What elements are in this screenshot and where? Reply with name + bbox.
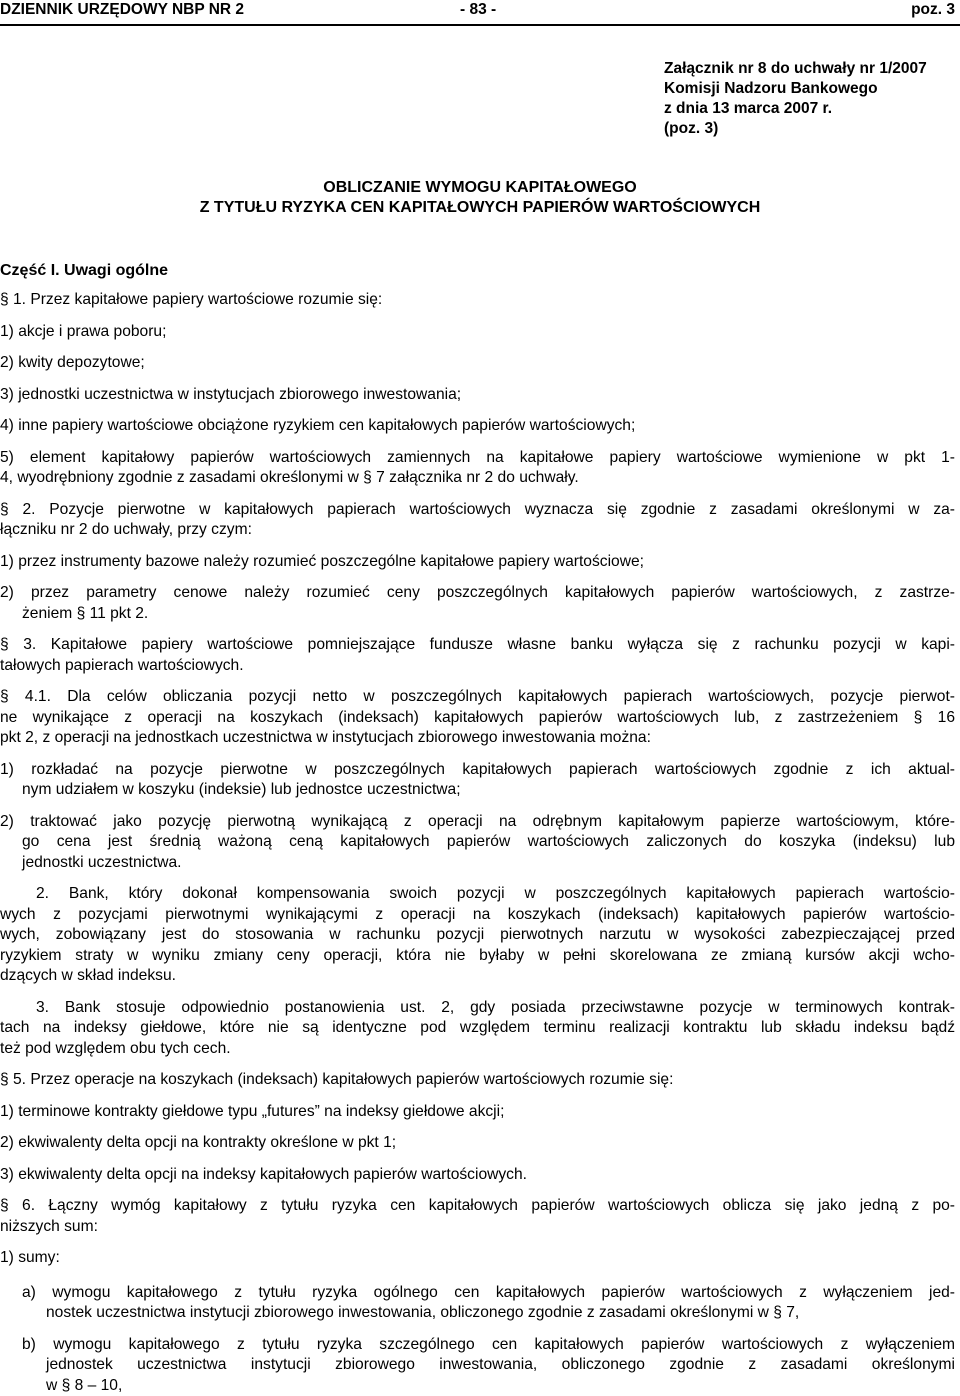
document-body bbox=[0, 290, 955, 1396]
text-line: nym udziałem w koszyku (indeksie) lub jednostce uczestnictwa; bbox=[0, 780, 955, 801]
text-line: tałowych papierach wartościowych. bbox=[0, 656, 955, 677]
paragraph-4-3 bbox=[0, 998, 955, 1060]
text-line: § 3. Kapitałowe papiery wartościowe pomniejszające fundusze własne banku wyłącza się z rachunku pozycji w kapi- bbox=[0, 635, 955, 656]
text-line: b) wymogu kapitałowego z tytułu ryzyka szczególnego cen kapitałowych papierów wartościowych z wyłączeniem bbox=[0, 1335, 955, 1356]
text-line: § 2. Pozycje pierwotne w kapitałowych papierach wartościowych wyznacza się zgodnie z zasadami określonymi w za- bbox=[0, 500, 955, 521]
paragraph-2 bbox=[0, 500, 955, 541]
text-line: ryzykiem straty w wyniku zmiany ceny operacji, która nie byłaby w pełni skorelowana ze zmianą kursów akcji wcho- bbox=[0, 946, 955, 967]
journal-title: DZIENNIK URZĘDOWY NBP NR 2 bbox=[0, 1, 244, 19]
list-item: 2) ekwiwalenty delta opcji na kontrakty określone w pkt 1; bbox=[0, 1133, 955, 1154]
title-line: OBLICZANIE WYMOGU KAPITAŁOWEGO bbox=[0, 178, 960, 198]
text-line: pkt 2, z operacji na jednostkach uczestnictwa w instytucjach zbiorowego inwestowania można: bbox=[0, 728, 955, 749]
text-line: też pod względem obu tych cech. bbox=[0, 1039, 955, 1060]
text-line: żeniem § 11 pkt 2. bbox=[0, 604, 955, 625]
section-heading: Część I. Uwagi ogólne bbox=[0, 262, 168, 280]
title-line: Z TYTUŁU RYZYKA CEN KAPITAŁOWYCH PAPIERÓW WARTOŚCIOWYCH bbox=[0, 198, 960, 218]
header-rule bbox=[0, 24, 960, 26]
text-line: w § 8 – 10, bbox=[0, 1376, 955, 1396]
sub-list-item bbox=[0, 1283, 955, 1324]
paragraph-1-intro: § 1. Przez kapitałowe papiery wartościowe rozumie się: bbox=[0, 290, 955, 311]
paragraph-4-2 bbox=[0, 884, 955, 987]
list-item bbox=[0, 448, 955, 489]
list-item: 1) przez instrumenty bazowe należy rozumieć poszczególne kapitałowe papiery wartościowe; bbox=[0, 552, 955, 573]
position-number: poz. 3 bbox=[911, 1, 955, 19]
text-line: 2) przez parametry cenowe należy rozumieć ceny poszczególnych kapitałowych papierów wartościowych, z zastrze- bbox=[0, 583, 955, 604]
text-line: nostek uczestnictwa instytucji zbiorowego inwestowania, obliczonego zgodnie z zasadami określonymi w § 7, bbox=[0, 1303, 955, 1324]
text-line: 2) traktować jako pozycję pierwotną wynikającą z operacji na odrębnym kapitałowym papierze wartościowym, które- bbox=[0, 812, 955, 833]
annex-line: (poz. 3) bbox=[664, 119, 927, 139]
list-item: 1) akcje i prawa poboru; bbox=[0, 322, 955, 343]
list-item: 2) kwity depozytowe; bbox=[0, 353, 955, 374]
text-line: 3. Bank stosuje odpowiednio postanowienia ust. 2, gdy posiada przeciwstawne pozycje w terminowych kontrak- bbox=[0, 998, 955, 1019]
text-line: wych, zobowiązany jest do stosowania w rachunku pozycji pierwotnych narzutu w wysokości zabezpieczającej przed bbox=[0, 925, 955, 946]
annex-line: Komisji Nadzoru Bankowego bbox=[664, 79, 927, 99]
text-line: a) wymogu kapitałowego z tytułu ryzyka ogólnego cen kapitałowych papierów wartościowych z wyłączeniem jed- bbox=[0, 1283, 955, 1304]
text-line: go cena jest średnią ważoną ceną kapitałowych papierów wartościowych zaliczonych do koszyka (indeksu) lub bbox=[0, 832, 955, 853]
paragraph-5-intro: § 5. Przez operacje na koszykach (indeksach) kapitałowych papierów wartościowych rozumie się: bbox=[0, 1070, 955, 1091]
page-header bbox=[0, 0, 960, 22]
text-line: dzących w skład indeksu. bbox=[0, 966, 955, 987]
paragraph-3 bbox=[0, 635, 955, 676]
text-line: niższych sum: bbox=[0, 1217, 955, 1238]
text-line: tach na indeksy giełdowe, które nie są identyczne pod względem terminu realizacji kontraktu lub składu indeksu bądź bbox=[0, 1018, 955, 1039]
paragraph-4 bbox=[0, 687, 955, 749]
text-line: 5) element kapitałowy papierów wartościowych zamiennych na kapitałowe papiery wartościowe wymienione w pkt 1- bbox=[0, 448, 955, 469]
annex-line: Załącznik nr 8 do uchwały nr 1/2007 bbox=[664, 59, 927, 79]
text-line: § 4.1. Dla celów obliczania pozycji netto w poszczególnych kapitałowych papierach wartościowych, pozycje pierwot- bbox=[0, 687, 955, 708]
list-item: 1) terminowe kontrakty giełdowe typu „futures” na indeksy giełdowe akcji; bbox=[0, 1102, 955, 1123]
text-line: łączniku nr 2 do uchwały, przy czym: bbox=[0, 520, 955, 541]
list-item bbox=[0, 583, 955, 624]
list-item bbox=[0, 812, 955, 874]
annex-line: z dnia 13 marca 2007 r. bbox=[664, 99, 927, 119]
text-line: 1) rozkładać na pozycje pierwotne w poszczególnych kapitałowych papierach wartościowych zgodnie z ich aktual- bbox=[0, 760, 955, 781]
text-line: jednostek uczestnictwa instytucji zbiorowego inwestowania, obliczonego zgodnie z zasadami określonymi bbox=[0, 1355, 955, 1376]
page-number: - 83 - bbox=[460, 1, 496, 19]
document-title bbox=[0, 178, 960, 218]
list-item: 1) sumy: bbox=[0, 1248, 955, 1269]
text-line: § 6. Łączny wymóg kapitałowy z tytułu ryzyka cen kapitałowych papierów wartościowych oblicza się jako jedną z po- bbox=[0, 1196, 955, 1217]
list-item: 3) ekwiwalenty delta opcji na indeksy kapitałowych papierów wartościowych. bbox=[0, 1165, 955, 1186]
text-line: jednostki uczestnictwa. bbox=[0, 853, 955, 874]
text-line: wych z pozycjami pierwotnymi wynikającymi z operacji na koszykach (indeksach) kapitałowych papierów wartościo- bbox=[0, 905, 955, 926]
paragraph-6 bbox=[0, 1196, 955, 1237]
list-item bbox=[0, 760, 955, 801]
sub-list-item bbox=[0, 1335, 955, 1396]
text-line: 4, wyodrębniony zgodnie z zasadami określonymi w § 7 załącznika nr 2 do uchwały. bbox=[0, 468, 955, 489]
annex-reference bbox=[664, 59, 927, 139]
text-line: ne wynikające z operacji na koszykach (indeksach) kapitałowych papierów wartościowych lub, z zastrzeżeniem § 16 bbox=[0, 708, 955, 729]
list-item: 3) jednostki uczestnictwa w instytucjach zbiorowego inwestowania; bbox=[0, 385, 955, 406]
list-item: 4) inne papiery wartościowe obciążone ryzykiem cen kapitałowych papierów wartościowych; bbox=[0, 416, 955, 437]
text-line: 2. Bank, który dokonał kompensowania swoich pozycji w poszczególnych kapitałowych papierach wartościo- bbox=[0, 884, 955, 905]
